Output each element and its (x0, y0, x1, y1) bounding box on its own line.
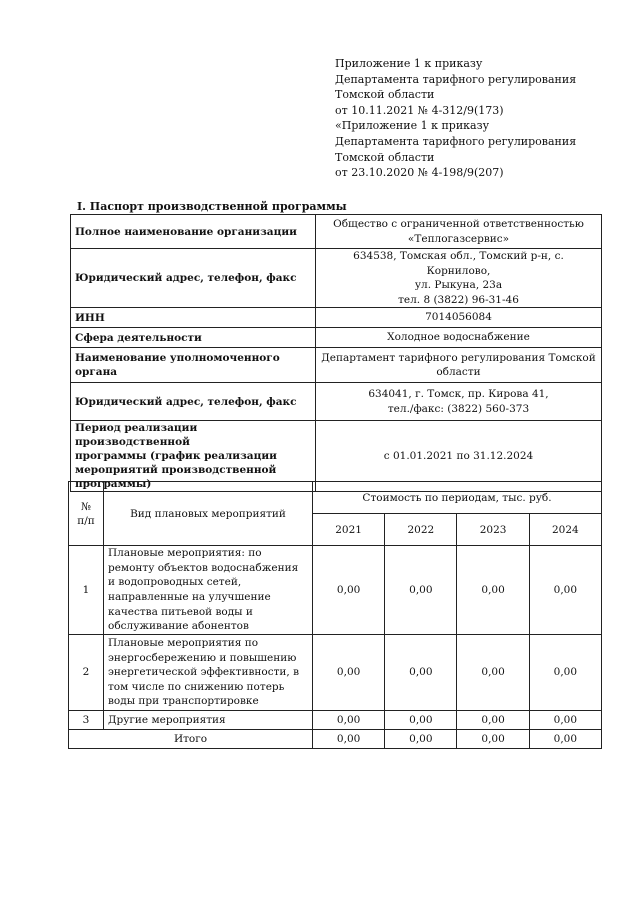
value-line: тел. 8 (3822) 96-31-46 (398, 293, 519, 306)
costs-table (68, 481, 602, 749)
cost-cell: 0,00 (529, 546, 601, 635)
appendix-line: от 23.10.2020 № 4-198/9(207) (335, 166, 504, 180)
header-row (69, 482, 602, 514)
total-cell: 0,00 (385, 730, 457, 749)
table-row (71, 249, 602, 308)
value-line: тел./факс: (3822) 560-373 (387, 402, 530, 415)
appendix-line: «Приложение 1 к приказу (335, 119, 490, 133)
desc-line: Плановые мероприятия по (108, 637, 259, 650)
cost-cell: 0,00 (313, 635, 385, 711)
sphere-value: Холодное водоснабжение (316, 328, 602, 348)
label-line: мероприятий производственной (75, 464, 277, 476)
inn-value: 7014056084 (316, 308, 602, 328)
appendix-header (335, 56, 625, 181)
col-type-header: Вид плановых мероприятий (104, 482, 313, 546)
value-line: «Теплогазсервис» (407, 232, 510, 245)
value-line: 634041, г. Томск, пр. Кирова 41, (368, 388, 549, 400)
value-line: 634538, Томская обл., Томский р-н, с. Корнилово, (353, 250, 564, 277)
cost-cell: 0,00 (457, 711, 529, 730)
table-row (69, 635, 602, 711)
cost-cell: 0,00 (529, 635, 601, 711)
value-line: области (436, 366, 481, 378)
row-num: 1 (69, 546, 104, 635)
inn-label: ИНН (71, 308, 316, 328)
value-line: Департамент тарифного регулирования Томской (321, 351, 596, 364)
desc-line: ремонту объектов водоснабжения (108, 561, 299, 574)
org-name-label: Полное наименование организации (71, 215, 316, 249)
section-title: I. Паспорт производственной программы (77, 200, 347, 213)
appendix-line: Томской области (335, 88, 435, 102)
row-num: 2 (69, 635, 104, 711)
cost-cell: 0,00 (457, 635, 529, 711)
row-desc (104, 546, 313, 635)
header-line: № (81, 500, 91, 513)
authority-label (71, 348, 316, 383)
row-desc (104, 635, 313, 711)
year-header: 2023 (457, 514, 529, 546)
total-cell: 0,00 (313, 730, 385, 749)
authority-address-label: Юридический адрес, телефон, факс (71, 383, 316, 421)
appendix-line: Томской области (335, 150, 435, 164)
label-line: программы) (75, 478, 152, 490)
cost-cell: 0,00 (313, 546, 385, 635)
col-cost-header: Стоимость по периодам, тыс. руб. (313, 482, 602, 514)
org-name-value (316, 215, 602, 249)
appendix-line: Департамента тарифного регулирования (335, 72, 577, 86)
desc-line: Плановые мероприятия: по (108, 547, 262, 560)
address-value (316, 249, 602, 308)
cost-cell: 0,00 (385, 711, 457, 730)
total-label: Итого (69, 730, 313, 749)
col-num-header (69, 482, 104, 546)
cost-cell: 0,00 (313, 711, 385, 730)
year-header: 2024 (529, 514, 601, 546)
label-line: Период реализации производственной (75, 422, 198, 448)
year-header: 2022 (385, 514, 457, 546)
table-row (71, 348, 602, 383)
desc-line: направленные на улучшение (108, 591, 271, 603)
desc-line: обслуживание абонентов (108, 620, 249, 633)
sphere-label: Сфера деятельности (71, 328, 316, 348)
total-cell: 0,00 (457, 730, 529, 749)
appendix-line: Приложение 1 к приказу (335, 57, 483, 70)
address-label: Юридический адрес, телефон, факс (71, 249, 316, 308)
total-row (69, 730, 602, 749)
desc-line: качества питьевой воды и (108, 605, 253, 618)
desc-line: и водопроводных сетей, (108, 576, 242, 589)
period-value: с 01.01.2021 по 31.12.2024 (316, 421, 602, 492)
appendix-line: от 10.11.2021 № 4-312/9(173) (335, 103, 504, 117)
authority-value (316, 348, 602, 383)
label-line: органа (75, 366, 118, 378)
total-cell: 0,00 (529, 730, 601, 749)
cost-cell: 0,00 (385, 546, 457, 635)
value-line: Общество с ограниченной ответственностью (333, 218, 584, 230)
table-row (71, 308, 602, 328)
row-desc: Другие мероприятия (104, 711, 313, 730)
value-line: ул. Рыкуна, 23а (414, 279, 503, 291)
table-row (71, 328, 602, 348)
table-row (71, 383, 602, 421)
table-row (71, 215, 602, 249)
header-line: п/п (77, 514, 95, 527)
label-line: программы (график реализации (75, 450, 277, 462)
table-row (69, 711, 602, 730)
cost-cell: 0,00 (385, 635, 457, 711)
cost-cell: 0,00 (529, 711, 601, 730)
authority-address-value (316, 383, 602, 421)
appendix-line: Департамента тарифного регулирования (335, 134, 577, 148)
year-header: 2021 (313, 514, 385, 546)
table-row (69, 546, 602, 635)
label-line: Наименование уполномоченного (75, 352, 280, 364)
passport-table (70, 214, 602, 492)
cost-cell: 0,00 (457, 546, 529, 635)
row-num: 3 (69, 711, 104, 730)
desc-line: воды при транспортировке (108, 695, 259, 708)
desc-line: энергосбережению и повышению (108, 651, 297, 664)
desc-line: том числе по снижению потерь (108, 680, 285, 693)
desc-line: энергетической эффективности, в (108, 666, 299, 679)
